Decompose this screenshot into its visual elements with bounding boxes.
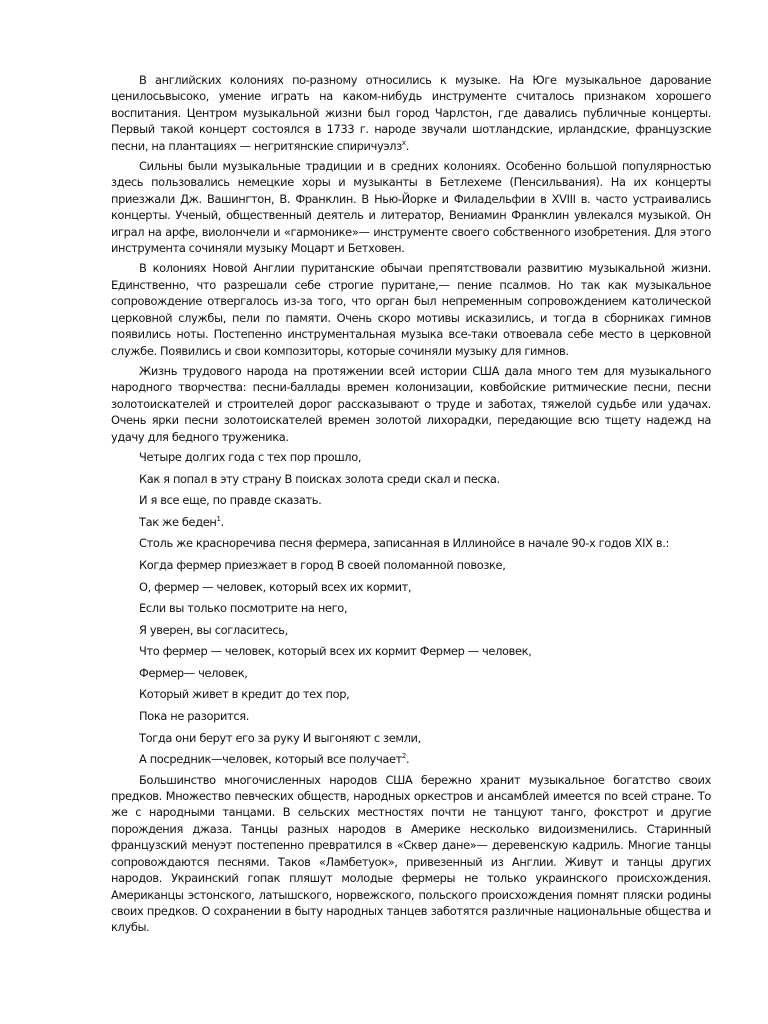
- paragraph-middle-colonies: Сильны были музыкальные традиции и в средних колониях. Особенно большой популярностью здесь пользовались немецкие хоры и музыканты в Бетлехеме (Пенсильвания). На их концерты приезжали Дж. Вашингтон, В. Франклин. В Нью-Йорке и Филадельфии в XVIII в. часто устраивались концерты. Ученый, общественный деятель и литератор, Вениамин Франклин увлекался музыкой. Он играл на арфе, виолончели и «гармонике»— инструменте своего собственного изобретения. Для этого инструмента сочиняли музыку Моцарт и Бетховен.: [111, 159, 711, 256]
- song2-line: Который живет в кредит до тех пор,: [139, 687, 350, 702]
- song1-line-text: Так же беден: [139, 514, 217, 529]
- song2-line: Если вы только посмотрите на него,: [139, 601, 348, 616]
- document-page: [111, 72, 711, 940]
- song2-line-text: А посредник—человек, который все получает: [139, 752, 402, 767]
- song2-line: О, фермер — человек, который всех их кормит,: [139, 579, 412, 594]
- song1-line: Как я попал в эту страну В поисках золота среди скал и песка.: [139, 471, 500, 486]
- song2-line-last: А посредник—человек, который все получает$^2$.: [139, 752, 410, 767]
- song1-line: И я все еще, по правде сказать.: [139, 493, 322, 508]
- paragraph-folk-creativity: Жизнь трудового народа на протяжении всей истории США дала много тем для музыкального народного творчества: песни-баллады времен колонизации, ковбойские ритмические песни, песни золотоискателей и строителей дорог рассказывают о труде и заботах, тяжелой судьбе или удачах. Очень ярки песни золотоискателей времен золотой лихорадки, передающие всю тщету надежд на удачу для бедного труженика.: [111, 363, 711, 444]
- farmer-song-intro: Столь же красноречива песня фермера, записанная в Иллинойсе в начале 90-х годов XIX в.:: [139, 536, 669, 551]
- song2-line: Я уверен, вы согласитесь,: [139, 622, 288, 637]
- paragraph-new-england: В колониях Новой Англии пуританские обычаи препятствовали развитию музыкальной жизни. Единственно, что разрешали себе строгие пуритане,— пение псалмов. Но так как музыкальное сопровождение отвергалось из-за того, что орган был непременным сопровождением католической церковной службы, пели по памяти. Очень скоро мотивы исказились, и тогда в сборниках гимнов появились ноты. Постепенно инструментальная музыка все-таки отвоевала себе место в церковной службе. Появились и свои композиторы, которые сочиняли музыку для гимнов.: [111, 261, 711, 358]
- footnote-mark: 1: [216, 514, 221, 523]
- footnote-mark: x: [401, 138, 406, 147]
- song2-line: Что фермер — человек, который всех их кормит Фермер — человек,: [139, 644, 532, 659]
- paragraph-southern-colonies: В английских колониях по-разному относились к музыке. На Юге музыкальное дарование ценилосьвысоко, умение играть на каком-нибудь инструменте считалось признаком хорошего воспитания. Центром музыкальной жизни был город Чарлстон, где давались публичные концерты. Первый такой концерт состоялся в 1733 г. народе звучали шотландские, ирландские, французские песни, на плантациях — негритянские спиричуэлз$^x$.: [111, 73, 711, 153]
- song2-line: Фермер— человек,: [139, 665, 248, 680]
- song2-line: Когда фермер приезжает в город В своей поломанной повозке,: [139, 557, 506, 572]
- song2-line: Тогда они берут его за руку И выгоняют с земли,: [139, 730, 421, 745]
- footnote-mark: 2: [401, 752, 407, 761]
- paragraph-folk-dances: Большинство многочисленных народов США бережно хранит музыкальное богатство своих предков. Множество певческих обществ, народных оркестров и ансамблей имеется по всей стране. То же с народными танцами. В сельских местностях почти не танцуют танго, фокстрот и другие порождения джаза. Танцы разных народов в Америке несколько видоизменились. Старинный французский менуэт постепенно превратился в «Сквер дане»— деревенскую кадриль. Многие танцы сопровождаются песнями. Таков «Ламбетуок», привезенный из Англии. Живут и танцы других народов. Украинский гопак пляшут молодые фермеры не только украинского происхождения. Американцы эстонского, латышского, норвежского, польского происхождения помнят пляски родины своих предков. О сохранении в быту народных танцев заботятся различные национальные общества и клубы.: [111, 772, 711, 935]
- song2-line: Пока не разорится.: [139, 709, 250, 724]
- song1-line: Четыре долгих года с тех пор прошло,: [139, 449, 362, 464]
- paragraph-text: В английских колониях по-разному относились к музыке. На Юге музыкальное дарование ценилосьвысоко, умение играть на каком-нибудь инструменте считалось признаком хорошего воспитания. Центром музыкальной жизни был город Чарлстон, где давались публичные концерты. Первый такой концерт состоялся в 1733 г. народе звучали шотландские, ирландские, французские песни, на плантациях — негритянские спиричуэлз: [111, 73, 711, 153]
- song1-line-last: Так же беден$^1$.: [139, 514, 224, 529]
